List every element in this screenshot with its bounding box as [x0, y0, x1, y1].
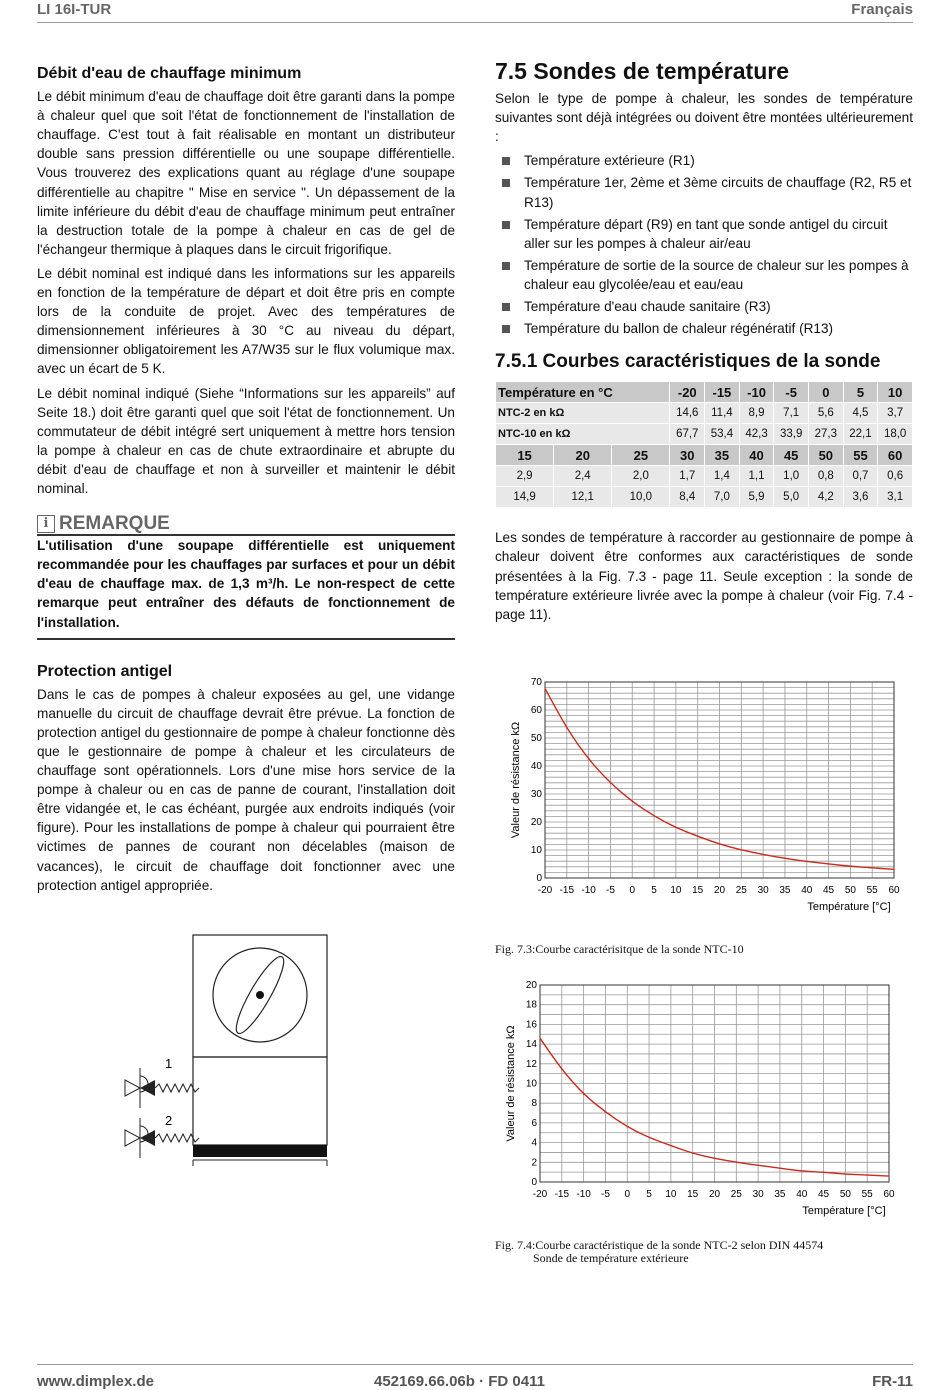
data-point: [697, 836, 698, 837]
ntc10-chart: [495, 670, 915, 925]
y-axis-label: Valeur de résistance kΩ: [510, 721, 522, 839]
x-tick-label: 5: [646, 1189, 652, 1200]
x-tick-label: 55: [861, 1189, 873, 1200]
data-point: [670, 1145, 671, 1146]
y-tick-label: 30: [530, 789, 542, 800]
x-tick-label: 30: [752, 1189, 764, 1200]
x-tick-label: 10: [670, 885, 682, 896]
x-tick-label: 50: [844, 885, 856, 896]
unit-base: [193, 1145, 327, 1157]
x-axis-label: Température [°C]: [802, 1205, 886, 1217]
footer-doc-code: 452169.66.06b · FD 0411: [374, 1373, 545, 1390]
x-tick-label: 35: [779, 885, 791, 896]
table-row: Température en °C -20 -15 -10 -5 0 5 10: [496, 382, 913, 403]
data-point: [627, 1126, 628, 1127]
data-point: [588, 759, 589, 760]
list-item: Température départ (R9) en tant que sonde antigel du circuit aller sur les pompes à chaleur air/eau: [495, 215, 913, 253]
x-tick-label: -10: [581, 885, 596, 896]
note-body: L'utilisation d'une soupape différentielle est uniquement recommandée pour les chauffages par surfaces et pour un débit d'eau de chauffage max. de 1,3 m³/h. Le non-respect de cette remarque peut entraîner des défauts de fonctionnement de l'installation.: [37, 536, 455, 639]
label-2: 2: [165, 1113, 173, 1128]
flow-heading: Débit d'eau de chauffage minimum: [37, 65, 302, 82]
y-tick-label: 10: [525, 1078, 537, 1090]
label-1: 1: [165, 1056, 173, 1071]
y-tick-label: 50: [530, 733, 542, 744]
data-point: [714, 1158, 715, 1159]
y-tick-label: 20: [530, 817, 542, 828]
y-tick-label: 0: [531, 1177, 537, 1188]
y-tick-label: 40: [530, 761, 542, 772]
x-tick-label: -15: [559, 885, 575, 896]
x-tick-label: 0: [629, 885, 636, 896]
list-item: Température d'eau chaude sanitaire (R3): [495, 297, 913, 316]
note-title-text: REMARQUE: [59, 513, 170, 535]
y-axis-label: Valeur de résistance kΩ: [505, 1025, 517, 1142]
table-row: 15 20 25 30 35 40 45 50 55 60: [496, 445, 913, 466]
section-heading: 7.5 Sondes de température: [495, 58, 789, 84]
language-label: Français: [851, 1, 913, 18]
info-icon: i: [37, 515, 55, 533]
x-tick-label: 45: [823, 885, 835, 896]
data-point: [583, 1094, 584, 1095]
x-tick-label: 60: [888, 885, 900, 896]
y-tick-label: 8: [531, 1098, 537, 1110]
x-tick-label: 55: [866, 885, 878, 896]
figure-caption-ntc2-sub: Sonde de température extérieure: [533, 1251, 689, 1265]
x-tick-label: 0: [624, 1189, 631, 1200]
right-column: [495, 58, 913, 629]
data-point: [801, 1171, 802, 1172]
data-point: [605, 1111, 606, 1112]
x-tick-label: 60: [883, 1189, 895, 1200]
x-tick-label: 40: [801, 885, 813, 896]
subsection-heading: 7.5.1 Courbes caractéristiques de la sonde: [495, 351, 881, 373]
drain-valve-2: [125, 1118, 199, 1158]
list-item: Température du ballon de chaleur régénératif (R13): [495, 319, 913, 338]
footer-page-number: FR-11: [872, 1373, 913, 1390]
left-column: [37, 64, 455, 900]
x-tick-label: -15: [554, 1189, 570, 1200]
data-point: [632, 801, 633, 802]
data-point: [784, 858, 785, 859]
sensors-intro: Selon le type de pompe à chaleur, les sondes de température suivantes sont déjà intégrées ou doivent être montées ultérieurement :: [495, 91, 913, 145]
x-tick-label: 30: [757, 885, 769, 896]
sensor-table: [495, 381, 913, 508]
x-tick-label: 10: [665, 1189, 677, 1200]
drain-diagram: [90, 930, 340, 1180]
frost-heading: Protection antigel: [37, 662, 173, 680]
x-tick-label: 20: [713, 885, 726, 896]
data-point: [648, 1137, 649, 1138]
ntc2-chart: [495, 975, 915, 1225]
data-point: [893, 869, 894, 870]
y-tick-label: 16: [525, 1019, 537, 1031]
data-point: [823, 1172, 824, 1173]
x-tick-label: 5: [651, 885, 657, 896]
y-tick-label: 2: [531, 1157, 537, 1169]
data-point: [539, 1038, 540, 1039]
y-tick-label: 14: [525, 1039, 537, 1051]
figure-caption-ntc2: Fig. 7.4:Courbe caractéristique de la sonde NTC-2 selon DIN 44574: [495, 1238, 824, 1252]
figure-caption-ntc10: Fig. 7.3:Courbe caractérisitque de la sonde NTC-10: [495, 942, 744, 956]
footer-website: www.dimplex.de: [37, 1373, 154, 1390]
data-point: [888, 1175, 889, 1176]
y-tick-label: 18: [525, 999, 537, 1011]
data-point: [828, 863, 829, 864]
y-tick-label: 4: [531, 1137, 537, 1149]
table-row: NTC-2 en kΩ 14,6 11,4 8,9 7,1 5,6 4,5 3,7: [496, 403, 913, 424]
page-header: [37, 0, 913, 23]
list-item: Température de sortie de la source de chaleur sur les pompes à chaleur eau glycolée/eau et eau/eau: [495, 256, 913, 294]
page-footer: [37, 1364, 913, 1390]
frost-paragraph: Dans le cas de pompes à chaleur exposées au gel, une vidange manuelle du circuit de chauffage devrait être prévue. La fonction de protection antigel du gestionnaire de pompe à chaleur fonctionne dès que le gestionnaire de pompe à chaleur et les circulateurs de chauffage sont opérationnels. Lors d'une mise hors service de la pompe à chaleur ou en cas de panne de courant, l'installation doit être vidangée et, le cas échéant, purgée aux endroits indiqués (voir figure). Pour les installations de pompe à chaleur qui pourraient être victimes de pannes de courant non décelables (maison de vacances), le circuit de chauffage doit fonctionner avec une protection antigel appropriée.: [37, 686, 455, 893]
data-point: [758, 1165, 759, 1166]
y-tick-label: 70: [530, 677, 542, 688]
list-item: Température 1er, 2ème et 3ème circuits de chauffage (R2, R5 et R13): [495, 173, 913, 211]
data-point: [610, 782, 611, 783]
list-item: Température extérieure (R1): [495, 151, 913, 170]
x-tick-label: -20: [532, 1189, 548, 1200]
table-row: NTC-10 en kΩ 67,7 53,4 42,3 33,9 27,3 22,1 18,0: [496, 424, 913, 445]
doc-title: LI 16I-TUR: [37, 1, 112, 18]
y-tick-label: 6: [531, 1117, 537, 1129]
note-title: [37, 514, 455, 536]
y-tick-label: 12: [525, 1058, 537, 1070]
data-point: [566, 728, 567, 729]
data-point: [867, 1175, 868, 1176]
unit-housing: [193, 1057, 327, 1145]
y-tick-label: 0: [536, 873, 542, 884]
flow-paragraph-3: Le débit nominal indiqué (Siehe “Informations sur les appareils” auf Seite 18.) doit être garanti quel que soit l'état de fonctionnement. Un commutateur de débit intégré sert uniquement à mettre hors tension la pompe à chaleur en cas de chute extraordinaire et abrupte du débit d'eau de chauffage et non à surveiller et maintenir le débit nominal.: [37, 385, 455, 496]
data-point: [692, 1153, 693, 1154]
data-point: [845, 1174, 846, 1175]
y-tick-label: 60: [530, 705, 542, 716]
flow-paragraph-2: Le débit nominal est indiqué dans les informations sur les appareils en fonction de la température de départ et doit être pris en compte lors de la conduite de projet. Avec des températures de dimensionnement inférieures à 30 °C au niveau du départ, dimensionner obligatoirement les A7/W35 sur le flux volumique max. avec un écart de 5 K.: [37, 265, 455, 377]
x-tick-label: -5: [605, 885, 615, 896]
drain-valve-1: [125, 1068, 199, 1108]
x-tick-label: 45: [818, 1189, 830, 1200]
x-tick-label: 35: [774, 1189, 786, 1200]
x-tick-label: 25: [730, 1189, 742, 1200]
data-point: [850, 866, 851, 867]
sensor-list: [495, 151, 913, 338]
data-point: [544, 688, 545, 689]
x-tick-label: -5: [600, 1189, 610, 1200]
fan-hub: [256, 991, 264, 999]
x-tick-label: 20: [708, 1189, 721, 1200]
sensors-conformity-paragraph: Les sondes de température à raccorder au gestionnaire de pompe à chaleur doivent être conformes aux caractéristiques de sonde présentées à la Fig. 7.3 - page 11. Seule exception : la sonde de température extérieure livrée avec la pompe à chaleur (voir Fig. 7.4 - page 11).: [495, 530, 913, 622]
table-row: 2,9 2,4 2,0 1,7 1,4 1,1 1,0 0,8 0,7 0,6: [496, 466, 913, 487]
x-tick-label: -20: [537, 885, 553, 896]
data-point: [872, 867, 873, 868]
data-point: [719, 844, 720, 845]
data-point: [653, 816, 654, 817]
x-tick-label: -10: [576, 1189, 591, 1200]
table-row: 14,9 12,1 10,0 8,4 7,0 5,9 5,0 4,2 3,6 3,1: [496, 487, 913, 508]
x-axis-label: Température [°C]: [807, 901, 891, 913]
x-tick-label: 25: [735, 885, 747, 896]
data-point: [675, 827, 676, 828]
x-tick-label: 50: [839, 1189, 851, 1200]
data-point: [736, 1162, 737, 1163]
data-point: [806, 861, 807, 862]
x-tick-label: 40: [796, 1189, 808, 1200]
y-tick-label: 10: [530, 845, 542, 856]
y-tick-label: 20: [525, 980, 537, 991]
data-point: [561, 1069, 562, 1070]
x-tick-label: 15: [692, 885, 704, 896]
flow-paragraph-1: Le débit minimum d'eau de chauffage doit être garanti dans la pompe à chaleur quel que soit l'état de fonctionnement de l'installation de chauffage. C'est tout à fait réalisable en montant un distributeur double sans pression différentielle ou une soupape différentielle. Vous trouverez des explications quant au réglage d'une soupape différentielle au chapitre " Mise en service ". Un dépassement de la limite inférieure du débit d'eau de chauffage minimum peut entraîner la destruction totale de la pompe à chaleur en cas de gel de l'échangeur thermique à plaques dans le circuit frigorifique.: [37, 89, 455, 257]
data-point: [741, 849, 742, 850]
x-tick-label: 15: [687, 1189, 699, 1200]
data-point: [779, 1168, 780, 1169]
data-point: [763, 854, 764, 855]
